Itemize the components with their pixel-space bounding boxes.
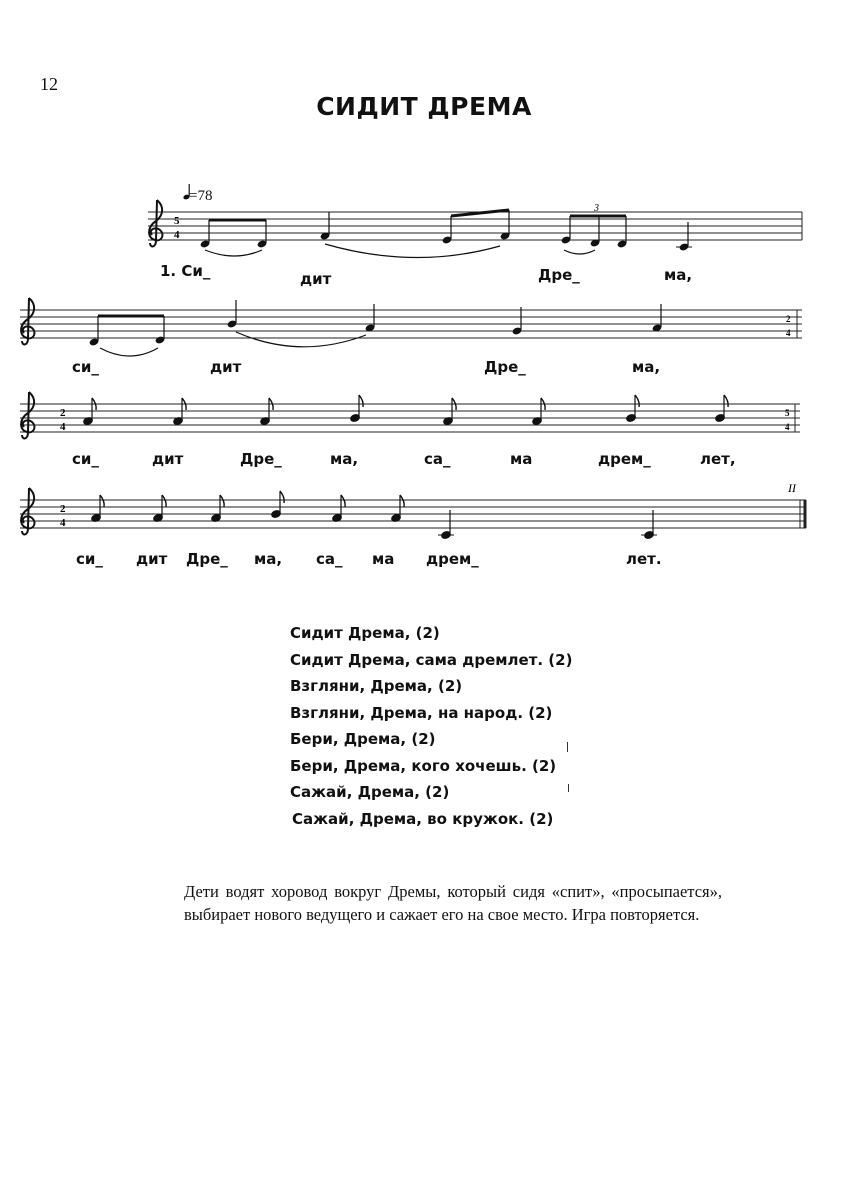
- svg-text:4: 4: [786, 328, 791, 338]
- verse-line: Бери, Дрема, кого хочешь. (2): [290, 756, 557, 775]
- lyric-syllable: 1. Си_: [160, 262, 211, 280]
- scan-mark: [568, 784, 569, 792]
- svg-text:3: 3: [594, 203, 599, 214]
- lyric-syllable: ма,: [632, 358, 661, 376]
- svg-text:4: 4: [60, 421, 66, 433]
- treble-clef-icon: [149, 200, 162, 246]
- lyric-syllable: дрем_: [426, 550, 479, 568]
- time-signature-top: 5: [174, 215, 180, 227]
- lyric-syllable: Дре_: [240, 450, 282, 468]
- lyric-syllable: ма,: [330, 450, 359, 468]
- verse-line: Сажай, Дрема, (2): [290, 783, 450, 801]
- lyric-syllable: си_: [72, 358, 99, 376]
- lyric-syllable: ма,: [254, 550, 283, 568]
- treble-clef-icon: [21, 392, 34, 438]
- lyric-syllable: ма,: [664, 266, 693, 284]
- lyric-syllable: са_: [316, 550, 343, 568]
- svg-text:2: 2: [786, 314, 791, 324]
- lyric-syllable: Дре_: [484, 358, 526, 376]
- lyric-syllable: ма: [510, 450, 533, 468]
- lyric-syllable: са_: [424, 450, 451, 468]
- song-title: СИДИТ ДРЕМА: [316, 92, 532, 121]
- lyric-syllable: дит: [152, 450, 184, 468]
- verse-line: Взгляни, Дрема, (2): [290, 677, 463, 695]
- treble-clef-icon: [21, 298, 34, 344]
- staff-4: [20, 481, 806, 540]
- svg-text:4: 4: [60, 517, 66, 529]
- svg-text:5: 5: [785, 408, 790, 418]
- verse-line: Сажай, Дрема, во кружок. (2): [292, 809, 554, 828]
- verses-block: [290, 620, 630, 832]
- lyric-syllable: дит: [300, 270, 332, 288]
- verse-line: Сидит Дрема, сама дремлет. (2): [290, 650, 573, 669]
- time-signature-bottom: 4: [174, 229, 180, 241]
- verse-line: Бери, Дрема, (2): [290, 730, 436, 748]
- svg-text:4: 4: [785, 422, 790, 432]
- page-number: 12: [40, 74, 58, 94]
- game-description: Дети водят хоровод вокруг Дремы, который сидя «спит», «просыпается», выбирает нового ведущего и сажает его на свое место. Игра повторяется.: [184, 882, 722, 924]
- staff-3: [20, 392, 800, 438]
- staff-2: [20, 298, 802, 356]
- lyric-syllable: Дре_: [186, 550, 228, 568]
- scan-mark: [567, 742, 568, 752]
- staff-1: [148, 200, 802, 258]
- svg-text:II: II: [788, 481, 796, 495]
- verse-line: Сидит Дрема, (2): [290, 624, 440, 642]
- svg-text:2: 2: [60, 407, 66, 419]
- lyric-syllable: ма: [372, 550, 395, 568]
- svg-text:2: 2: [60, 503, 66, 515]
- lyric-syllable: дит: [136, 550, 168, 568]
- lyric-syllable: Дре_: [538, 266, 580, 284]
- lyric-syllable: дит: [210, 358, 242, 376]
- treble-clef-icon: [21, 488, 34, 534]
- lyric-syllable: лет.: [626, 550, 662, 568]
- lyric-syllable: дрем_: [598, 450, 651, 468]
- lyric-syllable: си_: [72, 450, 99, 468]
- lyric-syllable: си_: [76, 550, 103, 568]
- lyric-syllable: лет,: [700, 450, 736, 468]
- tempo-value: =78: [189, 188, 213, 204]
- verse-line: Взгляни, Дрема, на народ. (2): [290, 703, 553, 722]
